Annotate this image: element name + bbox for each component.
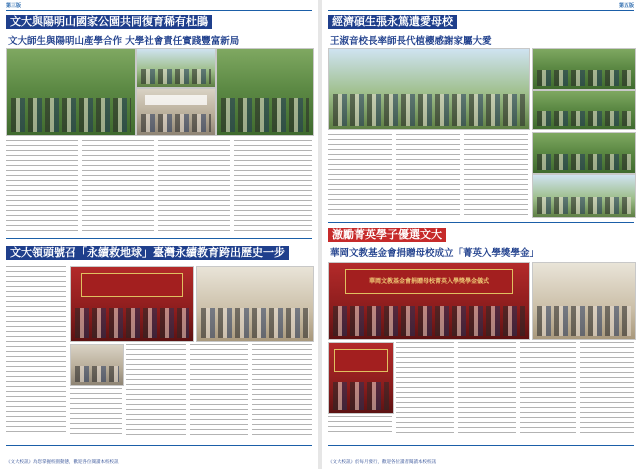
photo-donation-ceremony — [328, 262, 530, 340]
photo-group-field — [6, 48, 136, 136]
article1-subheadline: 文大師生與陽明山產學合作 大學社會責任實踐豐富新局 — [8, 36, 240, 47]
photo-speaker-small — [70, 344, 124, 386]
article1-body-col3 — [158, 140, 230, 232]
article2-body-col4 — [252, 344, 312, 436]
section-divider — [328, 222, 634, 223]
footer-rule — [6, 445, 312, 446]
top-rule — [328, 10, 634, 11]
article2-body-col3 — [190, 344, 248, 436]
page-number: 第五版 — [618, 3, 634, 9]
footer-text: 《文大校訊》於每月發行，歡迎各位讀者閱讀本校校訊 — [328, 460, 436, 465]
article2-headline: 激勵菁英學子優選文大 — [328, 228, 446, 242]
article2-body-col1 — [396, 342, 454, 436]
article2-body-col5 — [70, 388, 122, 436]
page-number: 第三版 — [6, 3, 22, 9]
article2-body-col2 — [126, 344, 186, 436]
photo-planting — [136, 48, 216, 88]
photo-speakers — [216, 48, 314, 136]
photo-tree-planting-4 — [532, 174, 636, 218]
footer-rule — [328, 445, 634, 446]
section-divider — [6, 238, 312, 239]
photo-tree-planting-2 — [532, 90, 636, 130]
article1-body-col3 — [464, 134, 528, 216]
photo-audience — [196, 266, 314, 342]
right-page — [322, 0, 640, 469]
photo-signing — [136, 88, 216, 136]
article1-subheadline: 王淑音校長率師長代植櫻感謝家屬大愛 — [330, 36, 492, 47]
left-page — [0, 0, 318, 469]
top-rule — [6, 10, 312, 11]
article1-headline: 文大與陽明山國家公園共同復育稀有杜鵑 — [6, 15, 212, 29]
article2-body-col4 — [580, 342, 634, 436]
article1-body-col1 — [328, 134, 392, 216]
article2-body-col3 — [520, 342, 576, 436]
photo-stage — [70, 266, 194, 342]
article2-subheadline: 華岡文教基金會捐贈母校成立「菁英入學獎學金」 — [330, 248, 540, 259]
article1-body-col1 — [6, 140, 78, 232]
article1-body-col4 — [234, 140, 312, 232]
article2-body-col5 — [328, 416, 392, 436]
ceremony-banner-text: 華岡文教基金會捐贈母校菁英入學獎學金儀式 — [368, 277, 489, 285]
article1-body-col2 — [396, 134, 460, 216]
photo-meeting — [532, 262, 636, 340]
photo-tree-planting-3 — [532, 132, 636, 174]
article1-body-col2 — [82, 140, 154, 232]
photo-group-tree — [328, 48, 530, 130]
article2-body-col2 — [458, 342, 516, 436]
article2-body-col1 — [6, 266, 66, 436]
article1-headline: 經濟碩生張永篤遺愛母校 — [328, 15, 457, 29]
photo-podium — [328, 342, 394, 414]
article2-headline: 文大領頭號召「永續救地球」臺灣永續教育跨出歷史一步 — [6, 246, 289, 260]
footer-text: 《文大校訊》為您掌握校園動態，歡迎各位閱讀本校校訊 — [6, 460, 119, 465]
photo-tree-planting-1 — [532, 48, 636, 90]
